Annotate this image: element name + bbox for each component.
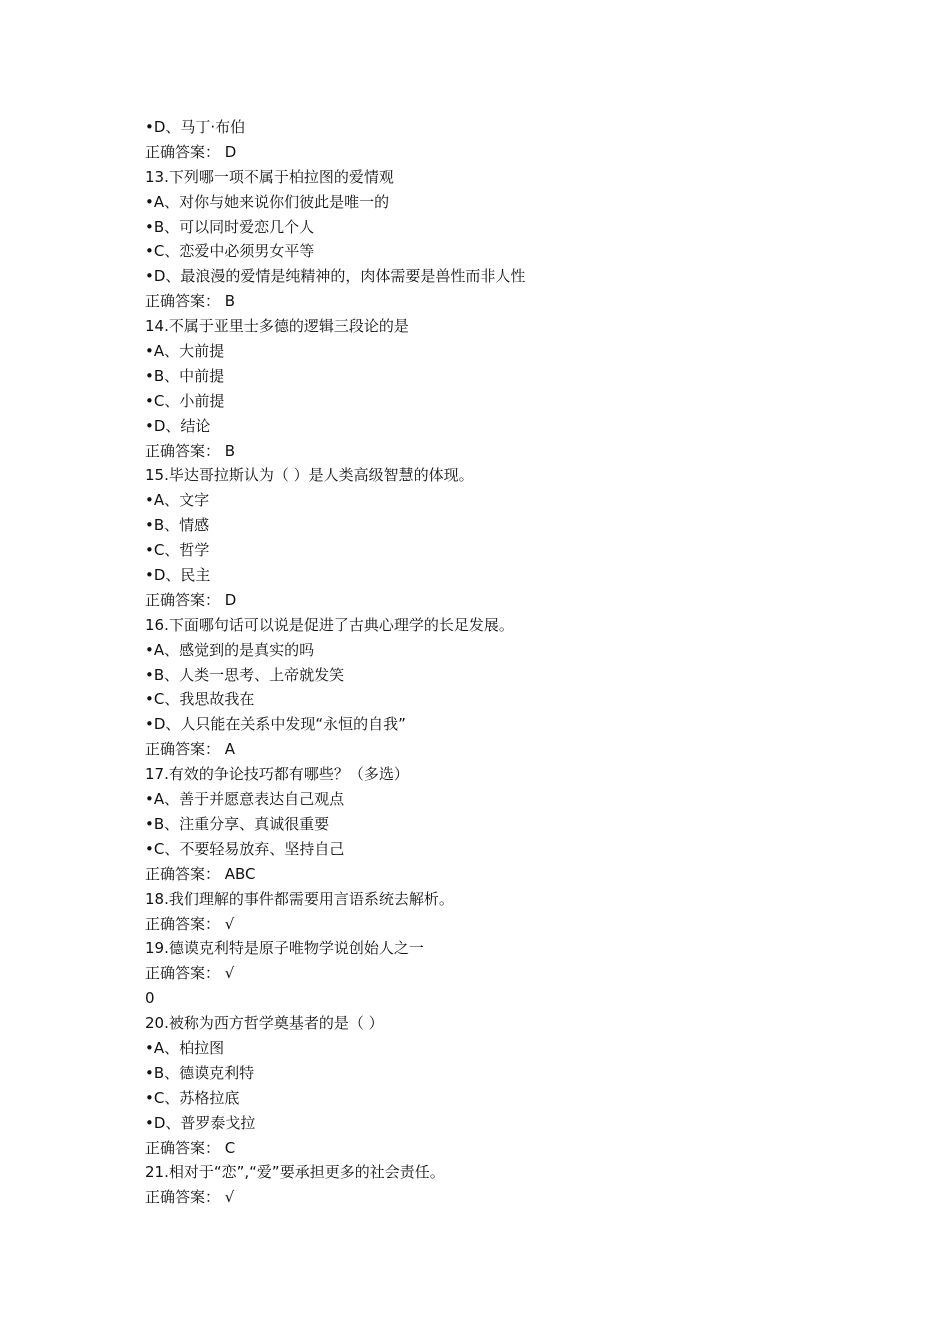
answer-line: 正确答案： B [145, 292, 236, 311]
option-line: •D、民主 [145, 566, 211, 585]
option-line: •D、马丁·布伯 [145, 118, 246, 136]
answer-line: 正确答案： √ [145, 914, 235, 933]
option-line: •B、德谟克利特 [145, 1063, 255, 1082]
question-line: 21.相对于“恋”,“爱”要承担更多的社会责任。 [145, 1163, 445, 1182]
option-line: •D、最浪漫的爱情是纯精神的，肉体需要是兽性而非人性 [145, 267, 526, 286]
question-line: 19.德谟克利特是原子唯物学说创始人之一 [145, 939, 424, 958]
answer-line: 正确答案： C [145, 1138, 236, 1157]
option-line: •C、恋爱中必须男女平等 [145, 242, 315, 261]
option-line: •A、善于并愿意表达自己观点 [145, 790, 345, 809]
option-line: •A、大前提 [145, 342, 225, 361]
option-line: •C、苏格拉底 [145, 1088, 240, 1107]
option-line: •C、哲学 [145, 541, 210, 560]
option-line: •A、文字 [145, 491, 210, 510]
answer-line: 正确答案： D [145, 590, 237, 609]
answer-line: 正确答案： ABC [145, 864, 256, 883]
option-line: •D、普罗泰戈拉 [145, 1113, 256, 1132]
question-line: 18.我们理解的事件都需要用言语系统去解析。 [145, 889, 454, 908]
option-line: •B、中前提 [145, 366, 225, 385]
answer-line: 正确答案： D [145, 142, 237, 161]
option-line: •D、结论 [145, 416, 211, 435]
question-line: 16.下面哪句话可以说是促进了古典心理学的长足发展。 [145, 615, 514, 634]
answer-line: 正确答案： √ [145, 1188, 235, 1207]
question-line: 17.有效的争论技巧都有哪些？（多选） [145, 765, 409, 784]
option-line: •A、柏拉图 [145, 1038, 225, 1057]
option-line: •B、可以同时爱恋几个人 [145, 217, 315, 236]
option-line: •A、对你与她来说你们彼此是唯一的 [145, 192, 390, 211]
stray-text-line: 0 [145, 989, 155, 1008]
document-body [145, 115, 865, 1210]
option-line: •A、感觉到的是真实的吗 [145, 640, 315, 659]
option-line: •C、我思故我在 [145, 690, 255, 709]
answer-line: 正确答案： √ [145, 964, 235, 983]
option-line: •B、情感 [145, 516, 210, 535]
option-line: •C、小前提 [145, 391, 225, 410]
option-line: •D、人只能在关系中发现“永恒的自我” [145, 715, 406, 734]
answer-line: 正确答案： A [145, 740, 236, 759]
question-line: 13.下列哪一项不属于柏拉图的爱情观 [145, 167, 394, 186]
option-line: •C、不要轻易放弃、坚持自己 [145, 839, 345, 858]
question-line: 20.被称为西方哲学奠基者的是（ ） [145, 1014, 384, 1033]
answer-line: 正确答案： B [145, 441, 236, 460]
option-line: •B、人类一思考、上帝就发笑 [145, 665, 345, 684]
option-line: •B、注重分享、真诚很重要 [145, 814, 330, 833]
question-line: 14.不属于亚里士多德的逻辑三段论的是 [145, 317, 409, 336]
question-line: 15.毕达哥拉斯认为（ ）是人类高级智慧的体现。 [145, 466, 474, 485]
